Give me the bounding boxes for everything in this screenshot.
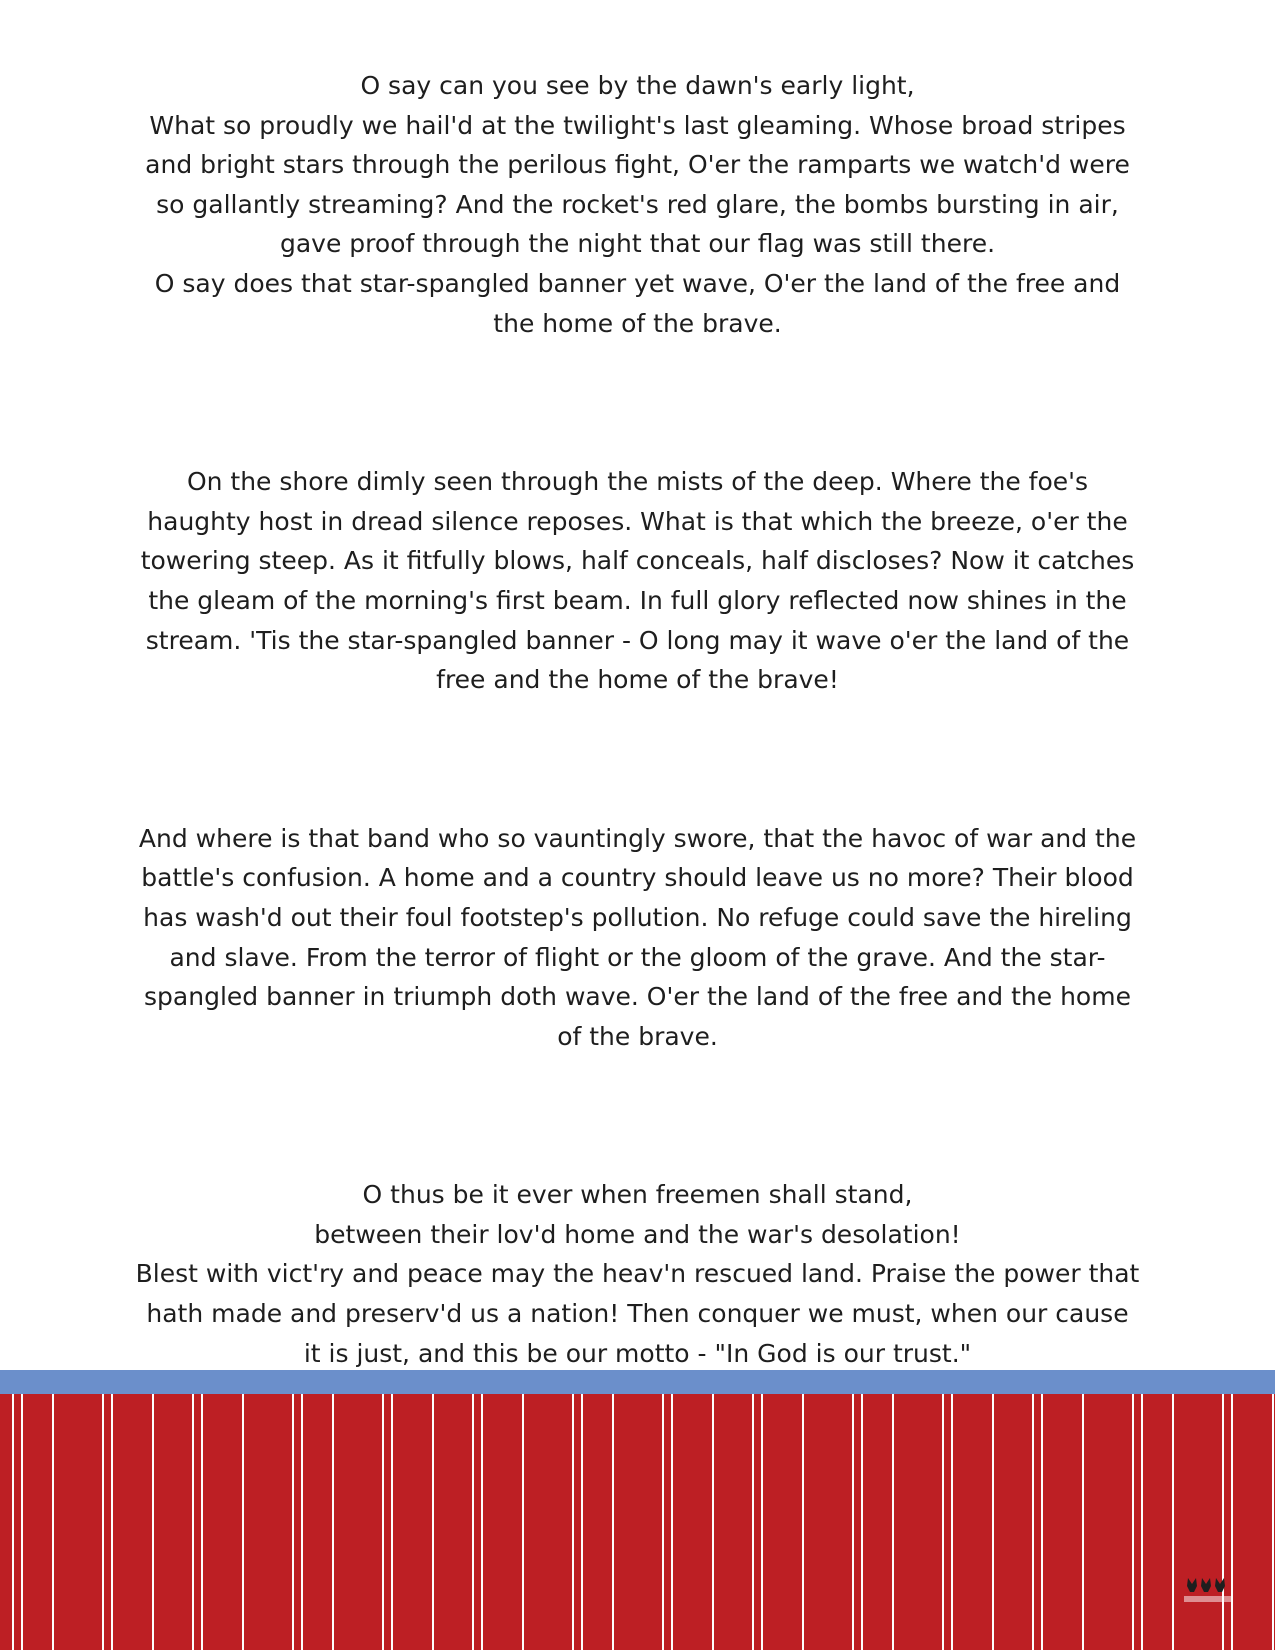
stanza-line: What so proudly we hail'd at the twilight's last gleaming. Whose broad stripes and bright stars through the perilous fight, O'er the ramparts we watch'd were so gallantly streaming? And the rocket's red glare, the bombs bursting in air, gave proof through the night that our flag was still there. [145,110,1130,259]
stanza-3 [135,819,1140,1057]
stripe-line [992,1394,994,1650]
lyrics-body [135,66,1140,1452]
stripe-line [752,1394,754,1650]
stripe-line [662,1394,664,1650]
stripe-line [802,1394,804,1650]
stripe-line [1032,1394,1034,1650]
stripe-line [242,1394,244,1650]
printabulls-logo-icon [1180,1574,1238,1608]
stripe-line [301,1394,303,1650]
stripe-line [951,1394,953,1650]
stripe-line [472,1394,474,1650]
stripe-line [12,1394,14,1650]
stripe-line [522,1394,524,1650]
stripe-line [572,1394,574,1650]
stanza-line: O thus be it ever when freemen shall stand, [362,1180,913,1210]
stripe-line [612,1394,614,1650]
stripe-line [102,1394,104,1650]
red-striped-footer [0,1394,1275,1650]
stanza-line: And where is that band who so vauntingly swore, that the havoc of war and the battle's confusion. A home and a country should leave us no more? Their blood has wash'd out their foul footstep's pollution. No refuge could save the hireling and slave. From the terror of flight or the gloom of the grave. And the star-spangled banner in triumph doth wave. O'er the land of the free and the home of the brave. [138,823,1137,1051]
printabulls-logo-icon [1180,1574,1238,1608]
stanza-line: On the shore dimly seen through the mists of the deep. Where the foe's haughty host in dread silence reposes. What is that which the breeze, o'er the towering steep. As it fitfully blows, half conceals, half discloses? Now it catches the gleam of the morning's first beam. In full glory reflected now shines in the stream. 'Tis the star-spangled banner - O long may it wave o'er the land of the free and the home of the brave! [140,467,1135,695]
stanza-line: O say does that star-spangled banner yet wave, O'er the land of the free and the home of the brave. [154,268,1121,338]
stripe-line [892,1394,894,1650]
stripe-line [192,1394,194,1650]
stripe-line [1231,1394,1233,1650]
stripe-line [942,1394,944,1650]
stripe-line [1132,1394,1134,1650]
blue-border-band [0,1370,1275,1394]
stanza-line: O say can you see by the dawn's early light, [360,71,915,100]
stanza-line: Blest with vict'ry and peace may the heav'n rescued land. Praise the power that hath made and preserv'd us a nation! Then conquer we must, when our cause it is just, and this be our motto - "In God is our trust." [135,1259,1140,1368]
stripe-line [332,1394,334,1650]
stripe-line [481,1394,483,1650]
stanza-line: between their lov'd home and the war's desolation! [314,1219,961,1249]
stripe-line [52,1394,54,1650]
stripe-line [391,1394,393,1650]
stripe-line [382,1394,384,1650]
stripe-line [852,1394,854,1650]
stripe-line [201,1394,203,1650]
stripe-line [712,1394,714,1650]
stripe-line [1172,1394,1174,1650]
stripe-line [1082,1394,1084,1650]
stripe-line [111,1394,113,1650]
stripe-line [292,1394,294,1650]
stripe-line [861,1394,863,1650]
stripe-line [1272,1394,1274,1650]
stripe-line [671,1394,673,1650]
stripe-line [152,1394,154,1650]
stripe-line [21,1394,23,1650]
stripe-line [761,1394,763,1650]
stripe-pattern [0,1394,1275,1650]
stanza-1 [135,66,1140,343]
stanza-2 [135,462,1140,700]
stripe-line [1222,1394,1224,1650]
stripe-line [581,1394,583,1650]
stripe-line [1141,1394,1143,1650]
stripe-line [1041,1394,1043,1650]
stripe-line [432,1394,434,1650]
